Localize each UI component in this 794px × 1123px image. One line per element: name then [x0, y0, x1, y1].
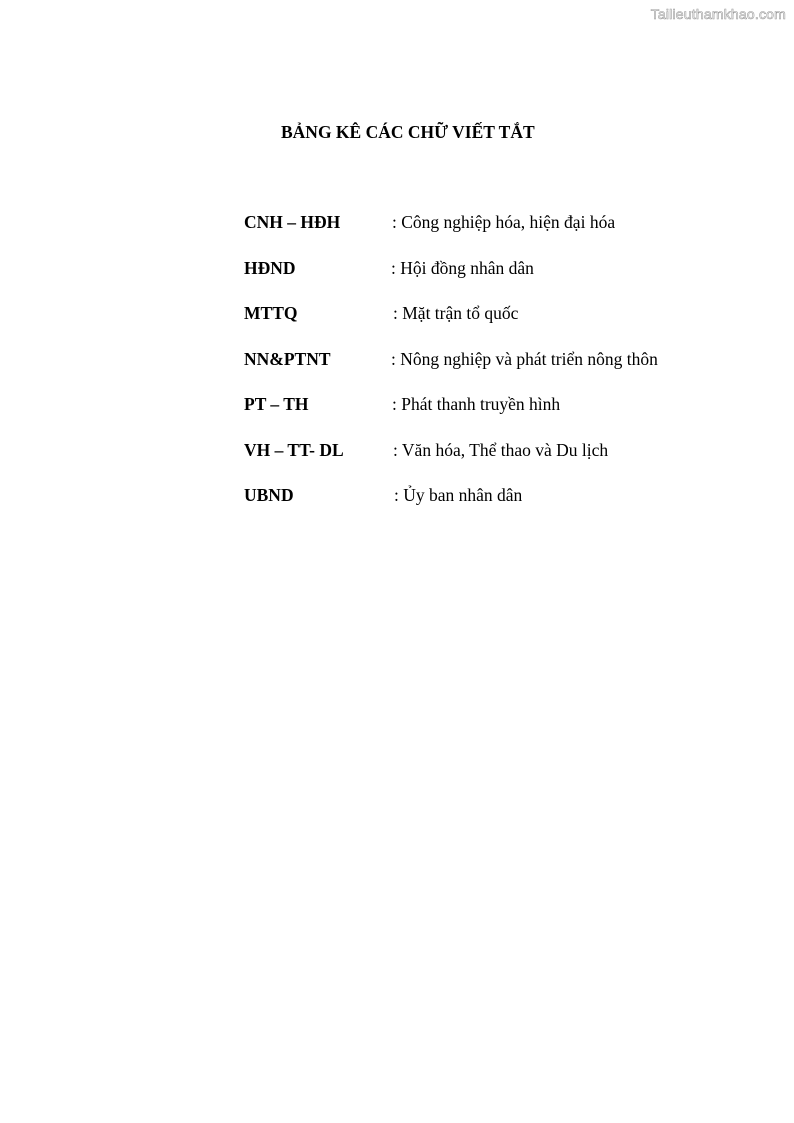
abbreviation-definition: : Hội đồng nhân dân — [391, 257, 534, 278]
abbreviation-definition: : Phát thanh truyền hình — [392, 394, 561, 414]
abbreviation-term: PT – TH — [244, 394, 309, 414]
abbreviation-term: VH – TT- DL — [244, 439, 344, 460]
abbreviation-row-pt-th — [244, 394, 658, 440]
abbreviation-term: MTTQ — [244, 303, 298, 323]
abbreviation-definition: : Công nghiệp hóa, hiện đại hóa — [392, 212, 616, 232]
abbreviation-term: UBND — [244, 485, 294, 505]
watermark: Tailieuthamkhao.com — [650, 6, 786, 22]
abbreviation-term: CNH – HĐH — [244, 212, 341, 232]
abbreviation-term: HĐND — [244, 257, 296, 278]
abbreviation-definition: : Văn hóa, Thể thao và Du lịch — [393, 439, 609, 460]
abbreviation-row-hdnd — [244, 258, 658, 304]
abbreviation-definition: : Nông nghiệp và phát triển nông thôn — [391, 348, 658, 369]
abbreviation-row-cnh-hdh — [244, 212, 658, 258]
abbreviation-row-mttq — [244, 303, 658, 349]
abbreviation-term: NN&PTNT — [244, 348, 331, 369]
abbreviation-row-ubnd — [244, 485, 658, 531]
abbreviation-list — [244, 212, 658, 531]
page-title: BẢNG KÊ CÁC CHỮ VIẾT TẮT — [281, 122, 535, 142]
abbreviation-definition: : Ủy ban nhân dân — [394, 485, 523, 505]
abbreviation-row-vh-tt-dl — [244, 440, 658, 486]
abbreviation-row-nn-ptnt — [244, 349, 658, 395]
abbreviation-definition: : Mặt trận tổ quốc — [393, 303, 519, 323]
